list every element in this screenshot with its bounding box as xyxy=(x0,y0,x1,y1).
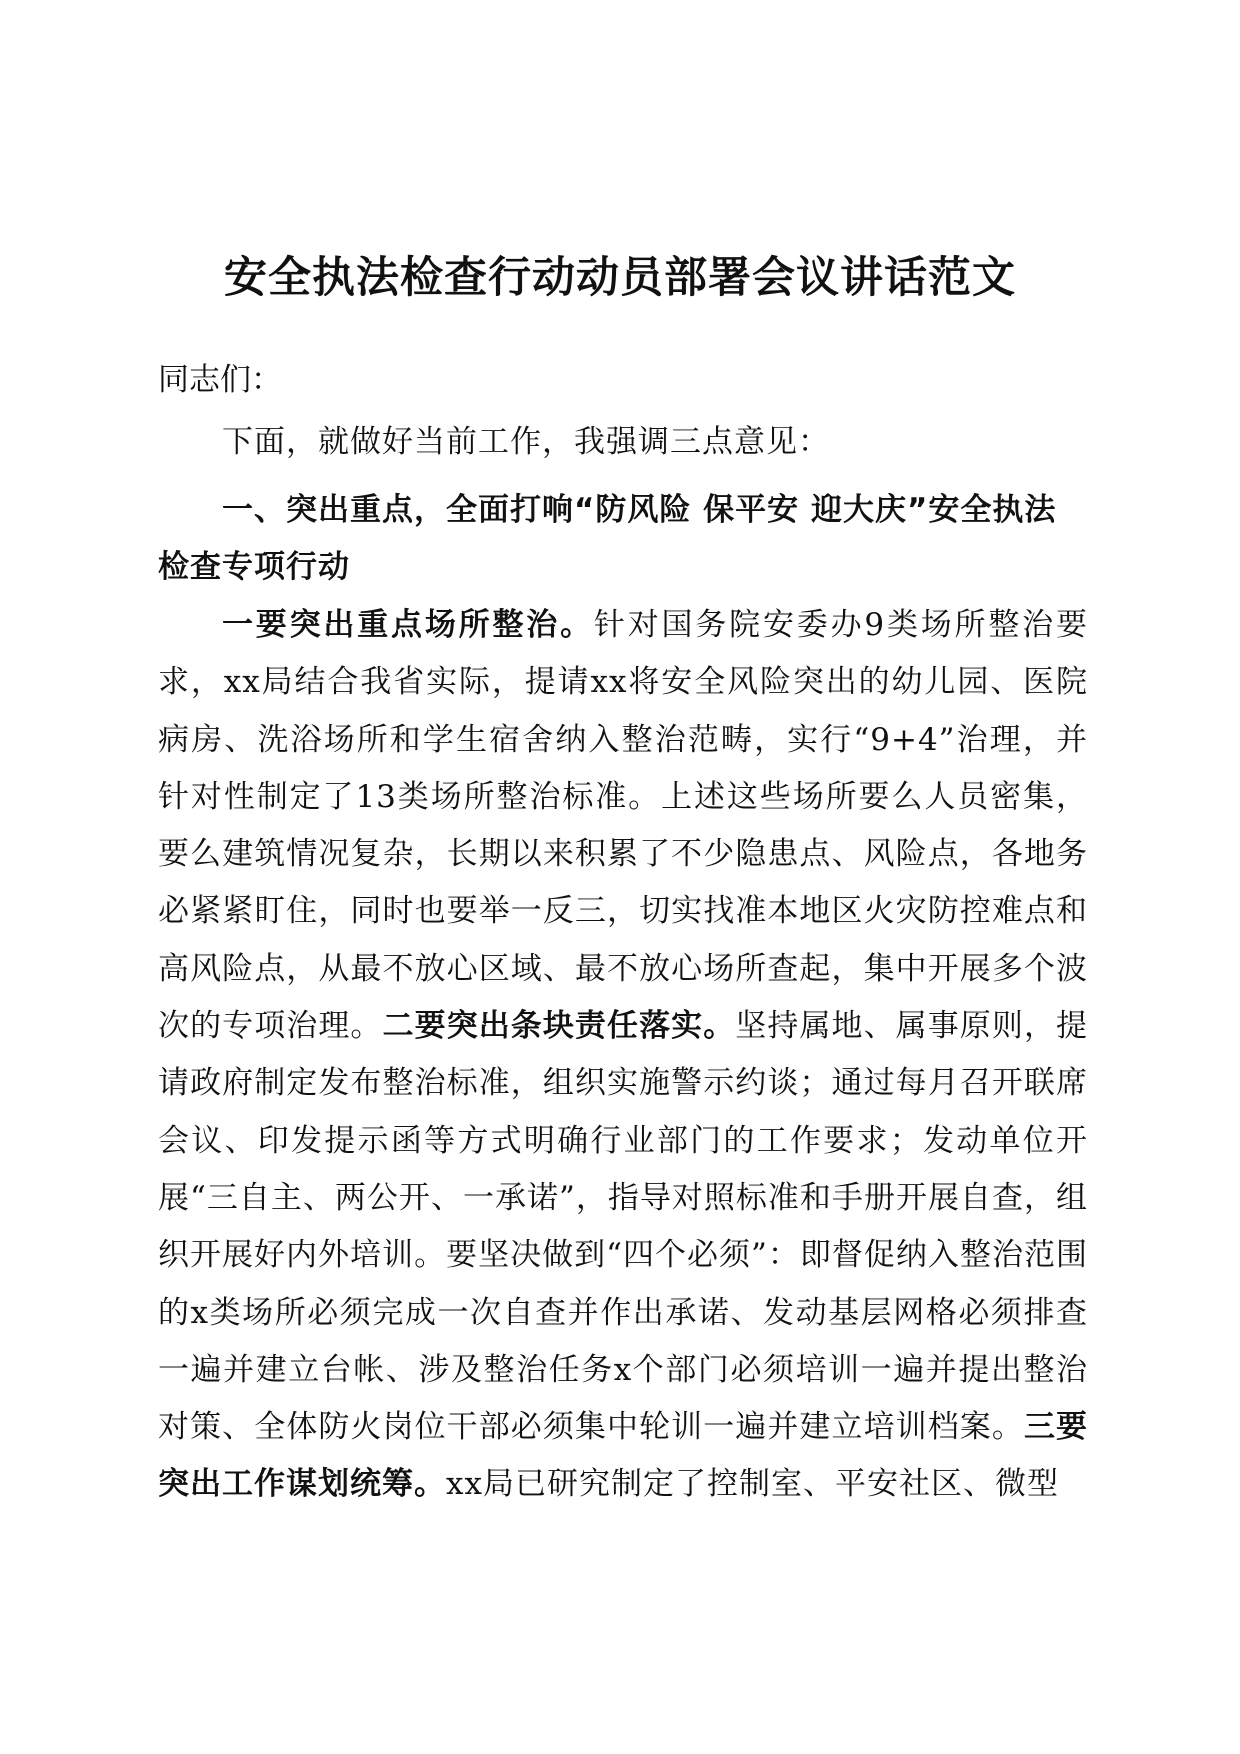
point-3-text: xx局已研究制定了控制室、平安社区、微型 xyxy=(446,1466,1059,1503)
point-2-title: 二要突出条块责任落实。 xyxy=(382,1008,736,1045)
intro-paragraph: 下面，就做好当前工作，我强调三点意见： xyxy=(222,424,830,460)
document-title: 安全执法检查行动动员部署会议讲话范文 xyxy=(224,253,1016,303)
section-heading: 一、突出重点，全面打响“防风险 保平安 迎大庆”安全执法检查专项行动 xyxy=(158,492,1057,585)
salutation: 同志们： xyxy=(158,362,282,398)
body-paragraph xyxy=(158,597,1088,1514)
point-2-text: 坚持属地、属事原则，提请政府制定发布整治标准，组织实施警示约谈；通过每月召开联席会议、印发提示函等方式明确行业部门的工作要求；发动单位开展“三自主、两公开、一承诺”，指导对照标准和手册开展自查，组织开展好内外培训。要坚决做到“四个必须”：即督促纳入整治范围的x类场所必须完成一次自查并作出承诺、发动基层网格必须排查一遍并建立台帐、涉及整治任务x个部门必须培训一遍并提出整治对策、全体防火岗位干部必须集中轮训一遍并建立培训档案。 xyxy=(158,1008,1089,1446)
point-1-title: 一要突出重点场所整治。 xyxy=(222,607,594,643)
point-3-title: 三要突出工作谋划统筹。 xyxy=(158,1409,1089,1503)
point-1-text: 针对国务院安委办9类场所整治要求，xx局结合我省实际，提请xx将安全风险突出的幼儿园、医院病房、洗浴场所和学生宿舍纳入整治范畴，实行“9+4”治理，并针对性制定了13类场所整治标准。上述这些场所要么人员密集，要么建筑情况复杂，长期以来积累了不少隐患点、风险点，各地务必紧紧盯住，同时也要举一反三，切实找准本地区火灾防控难点和高风险点，从最不放心区域、最不放心场所查起，集中开展多个波次的专项治理。 xyxy=(158,607,1088,1045)
